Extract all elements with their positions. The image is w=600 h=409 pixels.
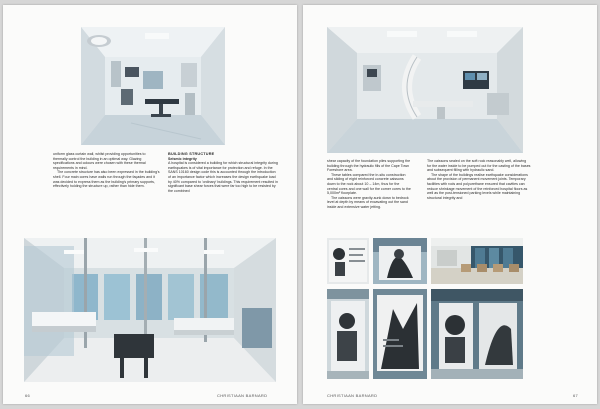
patient-lounge-photo [431,238,523,284]
body-paragraph: The caissons were gravity-sunk down to bedrock level at depth by means of excavating out the sand inside and extensive water jetting. [327,195,409,209]
body-paragraph: The shape of the buildings realise earthquake considerations about the provision of permanent movement joints. Temporary facilities with rods and polyurethane ensured that cavities can reduce shrinkage movement of the reinforced hospital floors as well as the post-tensioned parking levels while maintaining structural integrity and [427,172,528,200]
hybrid-theatre-photo [327,27,523,153]
body-paragraph: The caissons sealed on the soft rock reasonably well, allowing for the water inside to be pumped out for the casting of the bases and subsequent filling with hydraulic sand. [427,159,531,173]
right-page [303,5,597,404]
ward-photo [24,238,276,382]
running-footer: CHRISTIAAN BARNARD [327,393,378,398]
text-column [53,152,161,189]
left-page [3,5,297,404]
running-footer: CHRISTIAAN BARNARD [217,393,268,398]
artwork-panel-photo [327,238,369,284]
sub-heading: Seismic integrity [168,156,197,161]
text-column [168,152,278,193]
artwork-panel-photo [327,289,369,379]
artwork-panel-photo [431,289,523,379]
body-paragraph: uniform glass curtain wall, whilst providing opportunities to thermally control the building in an optimal way. Glazing specifications and colours were chosen with these thermal requirements in mind. [53,152,146,170]
page-number: 66 [25,393,31,398]
operating-room-photo [81,27,225,145]
body-paragraph: These tables compared the in-situ construction and sliding of eight reinforced concrete caissons down to the rock about 10 – 14m, thus for the central cores and one wall for the corner cores to the 5,000m² floorplate. [327,172,411,196]
body-paragraph: The concrete structure has also been expressed in the building's shell. Four main cores have walls run through the façades and it was decided to express them as the building's primary supports, effectively holding the structure up, rather than hide them. [53,170,160,189]
text-column [327,159,411,210]
page-number: 67 [573,393,579,398]
text-column [427,159,531,200]
body-paragraph: shear capacity of the foundation piles supporting the building through the hydraulic fills of the Cape Town Foreshore area. [327,159,411,173]
body-paragraph: A hospital is considered a building for which structural integrity during earthquakes is of vital importance for protection and refuge. In the SANS 10160 design code this is accounted through the introduction of an importance factor which increases the design earthquake load by 40% compared to 'ordinary' buildings. This requirement resulted in significant base shear forces that were far too high to be resisted by the combined [168,161,278,193]
artwork-panel-photo [373,289,427,379]
section-heading: BUILDING STRUCTURE [168,152,215,156]
artwork-panel-photo [373,238,427,284]
